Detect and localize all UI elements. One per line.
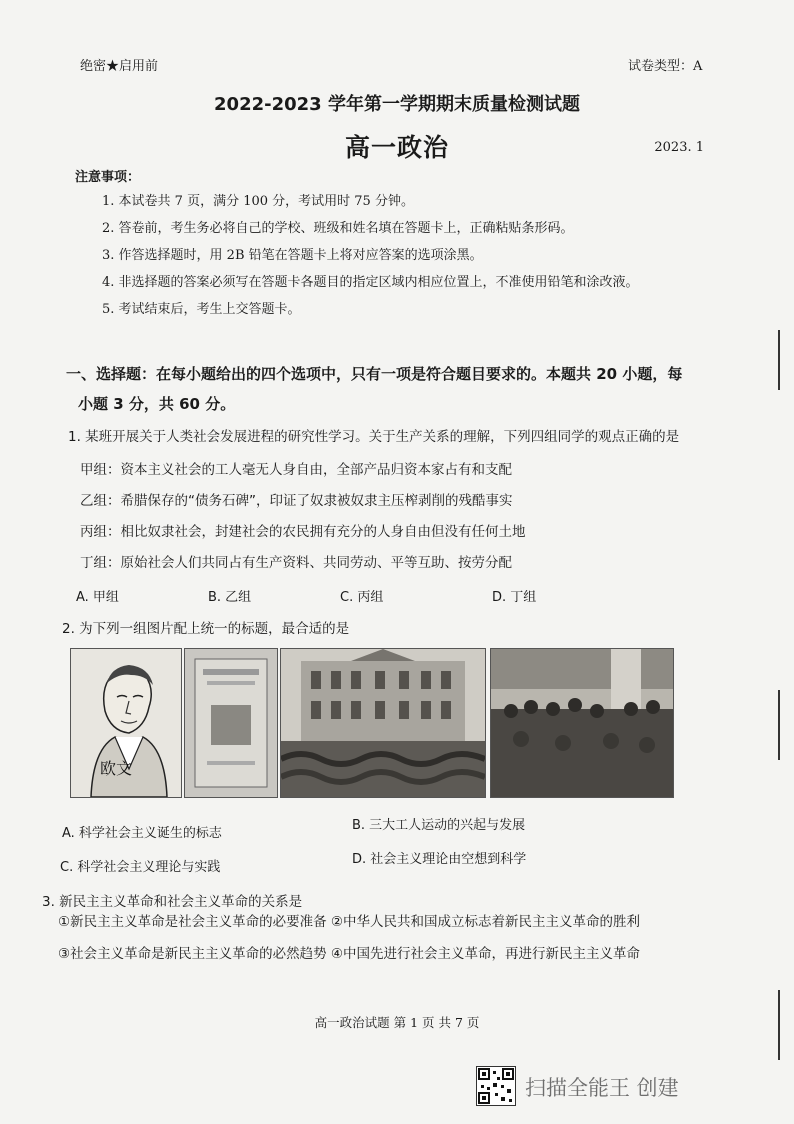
paper-type-label: 试卷类型：A [628, 59, 703, 74]
question-3-options-line2: ③社会主义革命是新民主主义革命的必然趋势 ④中国先进行社会主义革命，再进行新民主主义革命 [58, 946, 640, 962]
workers-movement-image [490, 648, 674, 798]
notes-heading: 注意事项： [75, 170, 141, 185]
exam-date: 2023. 1 [654, 140, 704, 155]
question-3-options-line1: ①新民主主义革命是社会主义革命的必要准备 ②中华人民共和国成立标志着新民主主义革命的胜利 [58, 914, 640, 930]
question-1-group: 乙组：希腊保存的“债务石碑”，印证了奴隶被奴隶主压榨剥削的残酷事实 [80, 493, 513, 509]
manifesto-book-image [184, 648, 278, 798]
question-3-stem: 3. 新民主主义革命和社会主义革命的关系是 [42, 894, 303, 910]
exam-subject: 高一政治 [344, 133, 449, 162]
question-1-option-a: A. 甲组 [76, 590, 119, 605]
question-1-option-c: C. 丙组 [340, 590, 384, 605]
scanner-watermark: 扫描全能王 创建 [525, 1076, 679, 1100]
question-1-option-d: D. 丁组 [492, 590, 537, 605]
question-2-image-row [70, 648, 672, 796]
portrait-caption: 欧文 [100, 759, 133, 778]
question-1-option-b: B. 乙组 [208, 590, 252, 605]
note-item: 5. 考试结束后，考生上交答题卡。 [102, 302, 301, 317]
binding-line [778, 990, 780, 1060]
question-1-group: 丁组：原始社会人们共同占有生产资料、共同劳动、平等互助、按劳分配 [80, 555, 512, 571]
question-1-stem: 1. 某班开展关于人类社会发展进程的研究性学习。关于生产关系的理解，下列四组同学的观点正确的是 [68, 429, 680, 445]
section-heading-line2: 小题 3 分，共 60 分。 [78, 395, 236, 413]
note-item: 4. 非选择题的答案必须写在答题卡各题目的指定区域内相应位置上，不准使用铅笔和涂改液。 [102, 275, 639, 290]
question-2-option-d: D. 社会主义理论由空想到科学 [352, 852, 527, 867]
question-1-group: 丙组：相比奴隶社会，封建社会的农民拥有充分的人身自由但没有任何土地 [80, 524, 526, 540]
note-item: 2. 答卷前，考生务必将自己的学校、班级和姓名填在答题卡上，正确粘贴条形码。 [102, 221, 574, 236]
binding-line [778, 330, 780, 390]
section-heading-line1: 一、选择题：在每小题给出的四个选项中，只有一项是符合题目要求的。本题共 20 小题，每 [66, 365, 683, 383]
question-1-group: 甲组：资本主义社会的工人毫无人身自由，全部产品归资本家占有和支配 [80, 462, 512, 478]
qr-code-icon [476, 1066, 516, 1106]
question-2-option-a: A. 科学社会主义诞生的标志 [62, 826, 222, 841]
paris-commune-image [280, 648, 486, 798]
page-footer: 高一政治试题 第 1 页 共 7 页 [314, 1015, 480, 1030]
note-item: 3. 作答选择题时，用 2B 铅笔在答题卡上将对应答案的选项涂黑。 [102, 248, 483, 263]
question-2-stem: 2. 为下列一组图片配上统一的标题，最合适的是 [62, 621, 350, 637]
question-2-option-c: C. 科学社会主义理论与实践 [60, 860, 221, 875]
confidential-label: 绝密★启用前 [80, 59, 159, 74]
note-item: 1. 本试卷共 7 页，满分 100 分，考试用时 75 分钟。 [102, 194, 414, 209]
exam-title: 2022-2023 学年第一学期期末质量检测试题 [214, 94, 580, 115]
binding-line [778, 690, 780, 760]
question-2-option-b: B. 三大工人运动的兴起与发展 [352, 818, 526, 833]
